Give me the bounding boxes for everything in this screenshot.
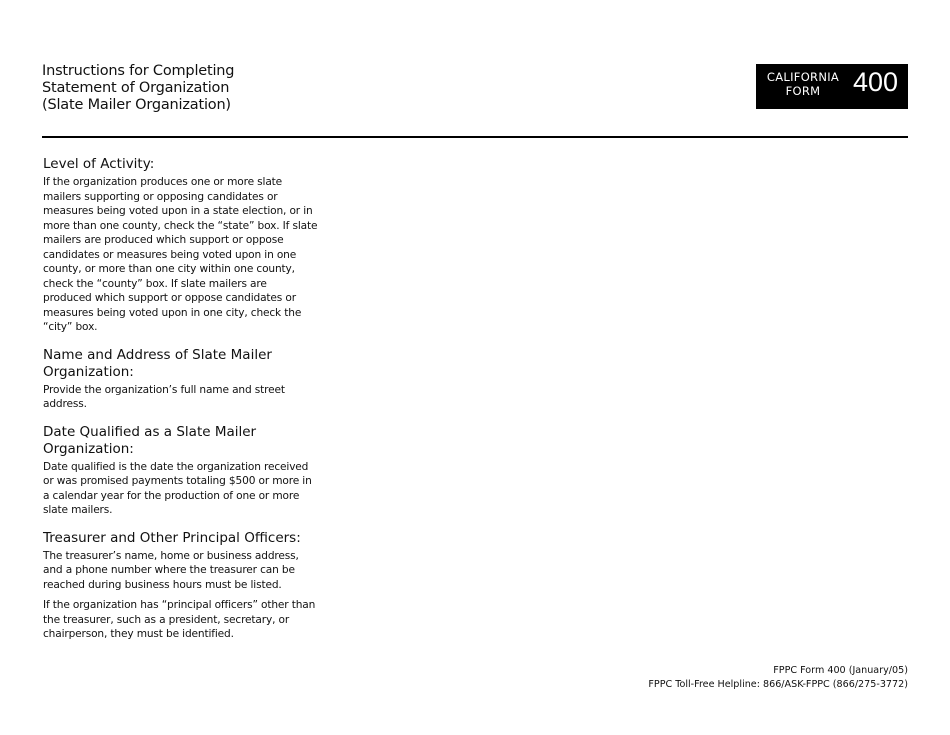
instruction-section — [43, 156, 343, 335]
paragraph-line: reached during business hours must be listed. — [43, 578, 282, 591]
paragraph-line: Date qualified is the date the organization received — [43, 460, 309, 473]
heading-line: Organization: — [43, 440, 134, 457]
section-paragraph — [43, 598, 343, 642]
heading-line: Organization: — [43, 363, 134, 380]
paragraph-line: or was promised payments totaling $500 or more in — [43, 475, 312, 487]
section-paragraph — [43, 175, 343, 335]
instruction-section — [43, 347, 343, 412]
section-heading — [43, 530, 343, 547]
badge-label — [764, 70, 842, 98]
paragraph-line: and a phone number where the treasurer can be — [43, 564, 295, 576]
instruction-section — [43, 530, 343, 642]
heading-line: Name and Address of Slate Mailer — [43, 346, 272, 363]
title-line: (Slate Mailer Organization) — [42, 97, 231, 113]
title-line: Statement of Organization — [42, 80, 230, 96]
paragraph-line: a calendar year for the production of one or more — [43, 489, 300, 502]
helpline: FPPC Toll-Free Helpline: 866/ASK-FPPC (866/275-3772) — [648, 679, 908, 690]
section-paragraph — [43, 460, 343, 518]
paragraph-line: the treasurer, such as a president, secretary, or — [43, 613, 290, 626]
paragraph-line: produced which support or oppose candidates or — [43, 292, 296, 304]
section-heading — [43, 156, 343, 173]
section-heading — [43, 424, 343, 458]
paragraph-line: county, or more than one city within one county, — [43, 263, 295, 275]
paragraph-line: chairperson, they must be identified. — [43, 628, 234, 640]
heading-line: Date Qualified as a Slate Mailer — [43, 423, 257, 440]
paragraph-line: slate mailers. — [43, 504, 113, 516]
paragraph-line: more than one county, check the “state” box. If slate — [43, 219, 318, 232]
heading-line: Level of Activity: — [43, 156, 155, 172]
badge-state: CALIFORNIA — [766, 70, 840, 84]
instructions-column — [43, 156, 343, 654]
footer — [648, 664, 908, 692]
paragraph-line: address. — [43, 398, 87, 410]
heading-line: Treasurer and Other Principal Officers: — [43, 529, 301, 546]
paragraph-line: Provide the organization’s full name and street — [43, 383, 285, 396]
form-badge — [756, 64, 908, 109]
section-paragraph — [43, 383, 343, 412]
paragraph-line: mailers supporting or opposing candidates or — [43, 190, 278, 203]
instruction-section — [43, 424, 343, 518]
paragraph-line: mailers are produced which support or oppose — [43, 234, 284, 246]
header-divider — [42, 136, 908, 138]
section-heading — [43, 347, 343, 381]
badge-number: 400 — [852, 67, 898, 97]
document-title — [42, 63, 234, 114]
section-paragraph — [43, 549, 343, 593]
paragraph-line: If the organization has “principal officers” other than — [43, 599, 316, 611]
paragraph-line: candidates or measures being voted upon in one — [43, 248, 297, 261]
badge-form: FORM — [785, 84, 821, 98]
paragraph-line: measures being voted upon in one city, check the — [43, 306, 302, 319]
paragraph-line: check the “county” box. If slate mailers are — [43, 277, 267, 290]
paragraph-line: The treasurer’s name, home or business address, — [43, 549, 299, 562]
title-line: Instructions for Completing — [42, 63, 235, 79]
paragraph-line: measures being voted upon in a state election, or in — [43, 205, 313, 217]
paragraph-line: If the organization produces one or more slate — [43, 176, 283, 188]
form-version: FPPC Form 400 (January/05) — [773, 665, 908, 676]
paragraph-line: “city” box. — [43, 321, 98, 333]
